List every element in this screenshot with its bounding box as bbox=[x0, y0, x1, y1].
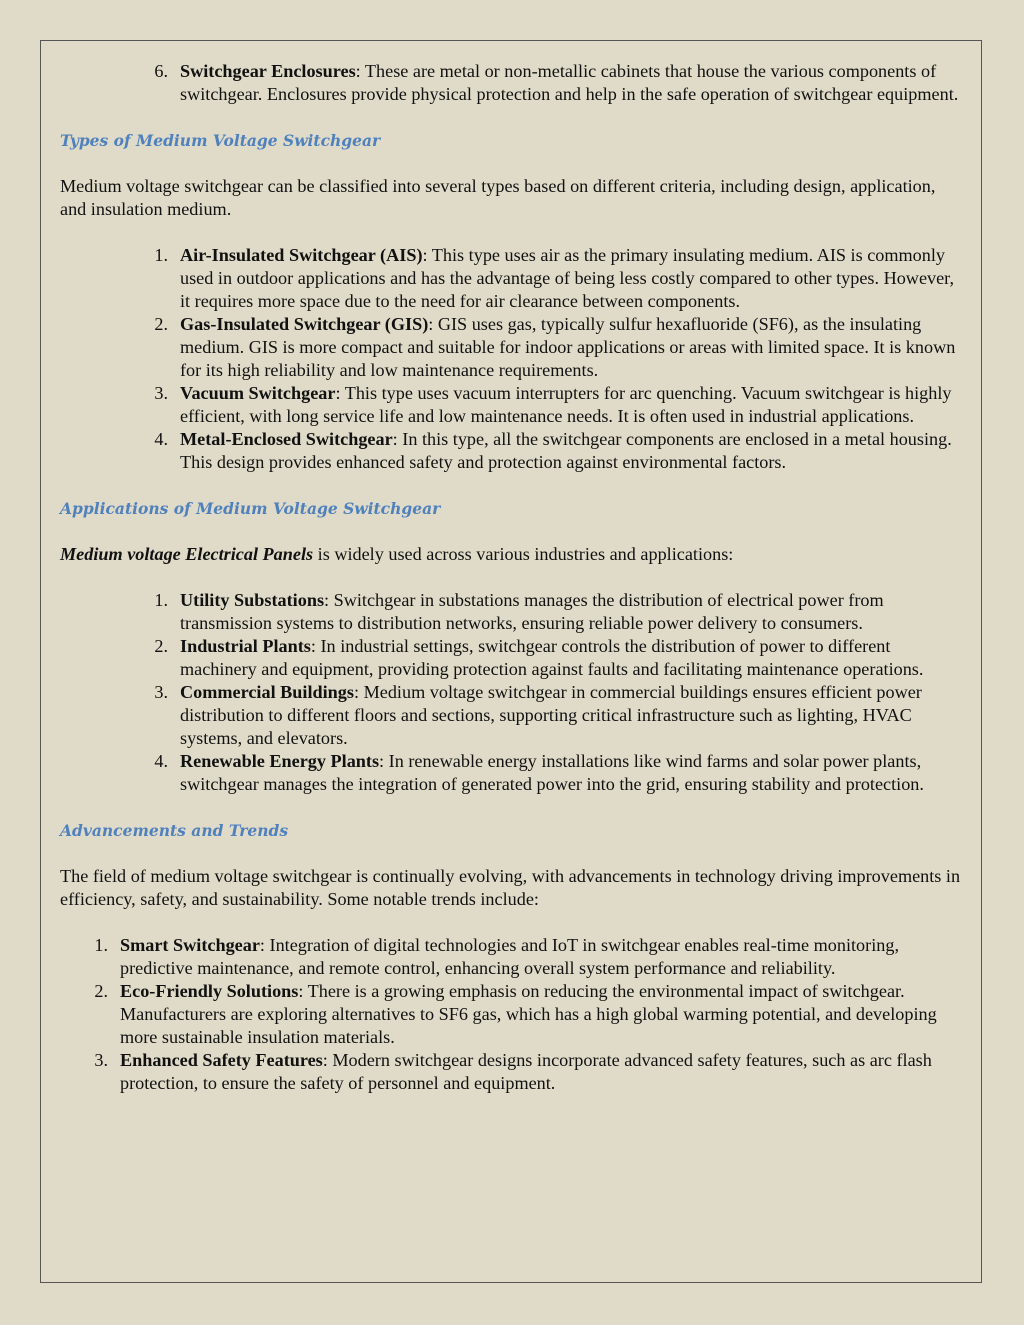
list-number: 1. bbox=[154, 245, 168, 265]
trends-intro: The field of medium voltage switchgear is continually evolving, with advancements in technology driving improvements in efficiency, safety, and sustainability. Some notable trends include: bbox=[60, 866, 961, 909]
list-text: : There is a growing emphasis on reducing the environmental impact of switchgear. Manufacturers are exploring alternatives to SF6 gas, which has a high global warming potential, and developing more sustainable insulation materials. bbox=[120, 981, 937, 1047]
list-term: Metal-Enclosed Switchgear bbox=[180, 429, 393, 449]
types-list bbox=[60, 244, 965, 474]
list-number: 3. bbox=[154, 383, 168, 403]
list-item bbox=[60, 60, 965, 106]
applications-list bbox=[60, 589, 965, 796]
list-text: : Medium voltage switchgear in commercial buildings ensures efficient power distribution to different floors and sections, supporting critical infrastructure such as lighting, HVAC systems, and elevators. bbox=[180, 682, 922, 748]
enclosures-list bbox=[60, 60, 965, 106]
trends-list bbox=[60, 934, 965, 1095]
document-body bbox=[60, 60, 965, 1095]
list-number: 4. bbox=[154, 429, 168, 449]
electrical-panels-term: Medium voltage Electrical Panels bbox=[60, 544, 314, 564]
list-text: : These are metal or non-metallic cabinets that house the various components of switchgear. Enclosures provide physical protection and help in the safe operation of switchgear equipment. bbox=[180, 61, 959, 104]
list-term: Utility Substations bbox=[180, 590, 325, 610]
list-item bbox=[60, 681, 965, 750]
list-term: Industrial Plants bbox=[180, 636, 311, 656]
list-text: : This type uses air as the primary insulating medium. AIS is commonly used in outdoor applications and has the advantage of being less costly compared to other types. However, it requires more space due to the need for air clearance between components. bbox=[180, 245, 955, 311]
applications-intro bbox=[60, 543, 965, 566]
list-term: Eco-Friendly Solutions bbox=[120, 981, 299, 1001]
list-text: : In renewable energy installations like wind farms and solar power plants, switchgear manages the integration of generated power into the grid, ensuring stability and protection. bbox=[180, 751, 924, 794]
list-item bbox=[60, 589, 965, 635]
applications-intro-text: is widely used across various industries and applications: bbox=[313, 544, 734, 564]
list-number: 6. bbox=[154, 61, 168, 81]
list-term: Smart Switchgear bbox=[120, 935, 260, 955]
list-text: : In industrial settings, switchgear controls the distribution of power to different machinery and equipment, providing protection against faults and facilitating maintenance operations. bbox=[180, 636, 924, 679]
list-item bbox=[60, 934, 965, 980]
list-term: Switchgear Enclosures bbox=[180, 61, 356, 81]
list-text: : In this type, all the switchgear components are enclosed in a metal housing. This design provides enhanced safety and protection against environmental factors. bbox=[180, 429, 952, 472]
list-term: Renewable Energy Plants bbox=[180, 751, 380, 771]
list-item bbox=[60, 750, 965, 796]
list-item bbox=[60, 244, 965, 313]
list-text: : Modern switchgear designs incorporate advanced safety features, such as arc flash protection, to ensure the safety of personnel and equipment. bbox=[120, 1050, 932, 1093]
list-number: 1. bbox=[94, 935, 108, 955]
list-term: Commercial Buildings bbox=[180, 682, 354, 702]
list-item bbox=[60, 382, 965, 428]
list-item bbox=[60, 980, 965, 1049]
list-item bbox=[60, 313, 965, 382]
types-intro: Medium voltage switchgear can be classified into several types based on different criteria, including design, application, and insulation medium. bbox=[60, 176, 936, 219]
list-text: : Switchgear in substations manages the distribution of electrical power from transmission systems to distribution networks, ensuring reliable power delivery to consumers. bbox=[180, 590, 884, 633]
list-text: : This type uses vacuum interrupters for arc quenching. Vacuum switchgear is highly efficient, with long service life and low maintenance needs. It is often used in industrial applications. bbox=[180, 383, 952, 426]
list-number: 1. bbox=[154, 590, 168, 610]
list-number: 2. bbox=[154, 636, 168, 656]
list-number: 2. bbox=[94, 981, 108, 1001]
list-item bbox=[60, 635, 965, 681]
list-number: 4. bbox=[154, 751, 168, 771]
list-text: : Integration of digital technologies and IoT in switchgear enables real-time monitoring, predictive maintenance, and remote control, enhancing overall system performance and reliability. bbox=[120, 935, 899, 978]
list-item bbox=[60, 428, 965, 474]
list-text: : GIS uses gas, typically sulfur hexafluoride (SF6), as the insulating medium. GIS is more compact and suitable for indoor applications or areas with limited space. It is known for its high reliability and low maintenance requirements. bbox=[180, 314, 956, 380]
list-item bbox=[60, 1049, 965, 1095]
list-number: 3. bbox=[154, 682, 168, 702]
list-term: Gas-Insulated Switchgear (GIS) bbox=[180, 314, 429, 334]
list-term: Enhanced Safety Features bbox=[120, 1050, 323, 1070]
section-heading-trends: Advancements and Trends bbox=[60, 821, 289, 840]
section-heading-applications: Applications of Medium Voltage Switchgear bbox=[60, 499, 441, 518]
list-term: Air-Insulated Switchgear (AIS) bbox=[180, 245, 423, 265]
list-term: Vacuum Switchgear bbox=[180, 383, 336, 403]
section-heading-types: Types of Medium Voltage Switchgear bbox=[60, 131, 381, 150]
list-number: 2. bbox=[154, 314, 168, 334]
list-number: 3. bbox=[94, 1050, 108, 1070]
